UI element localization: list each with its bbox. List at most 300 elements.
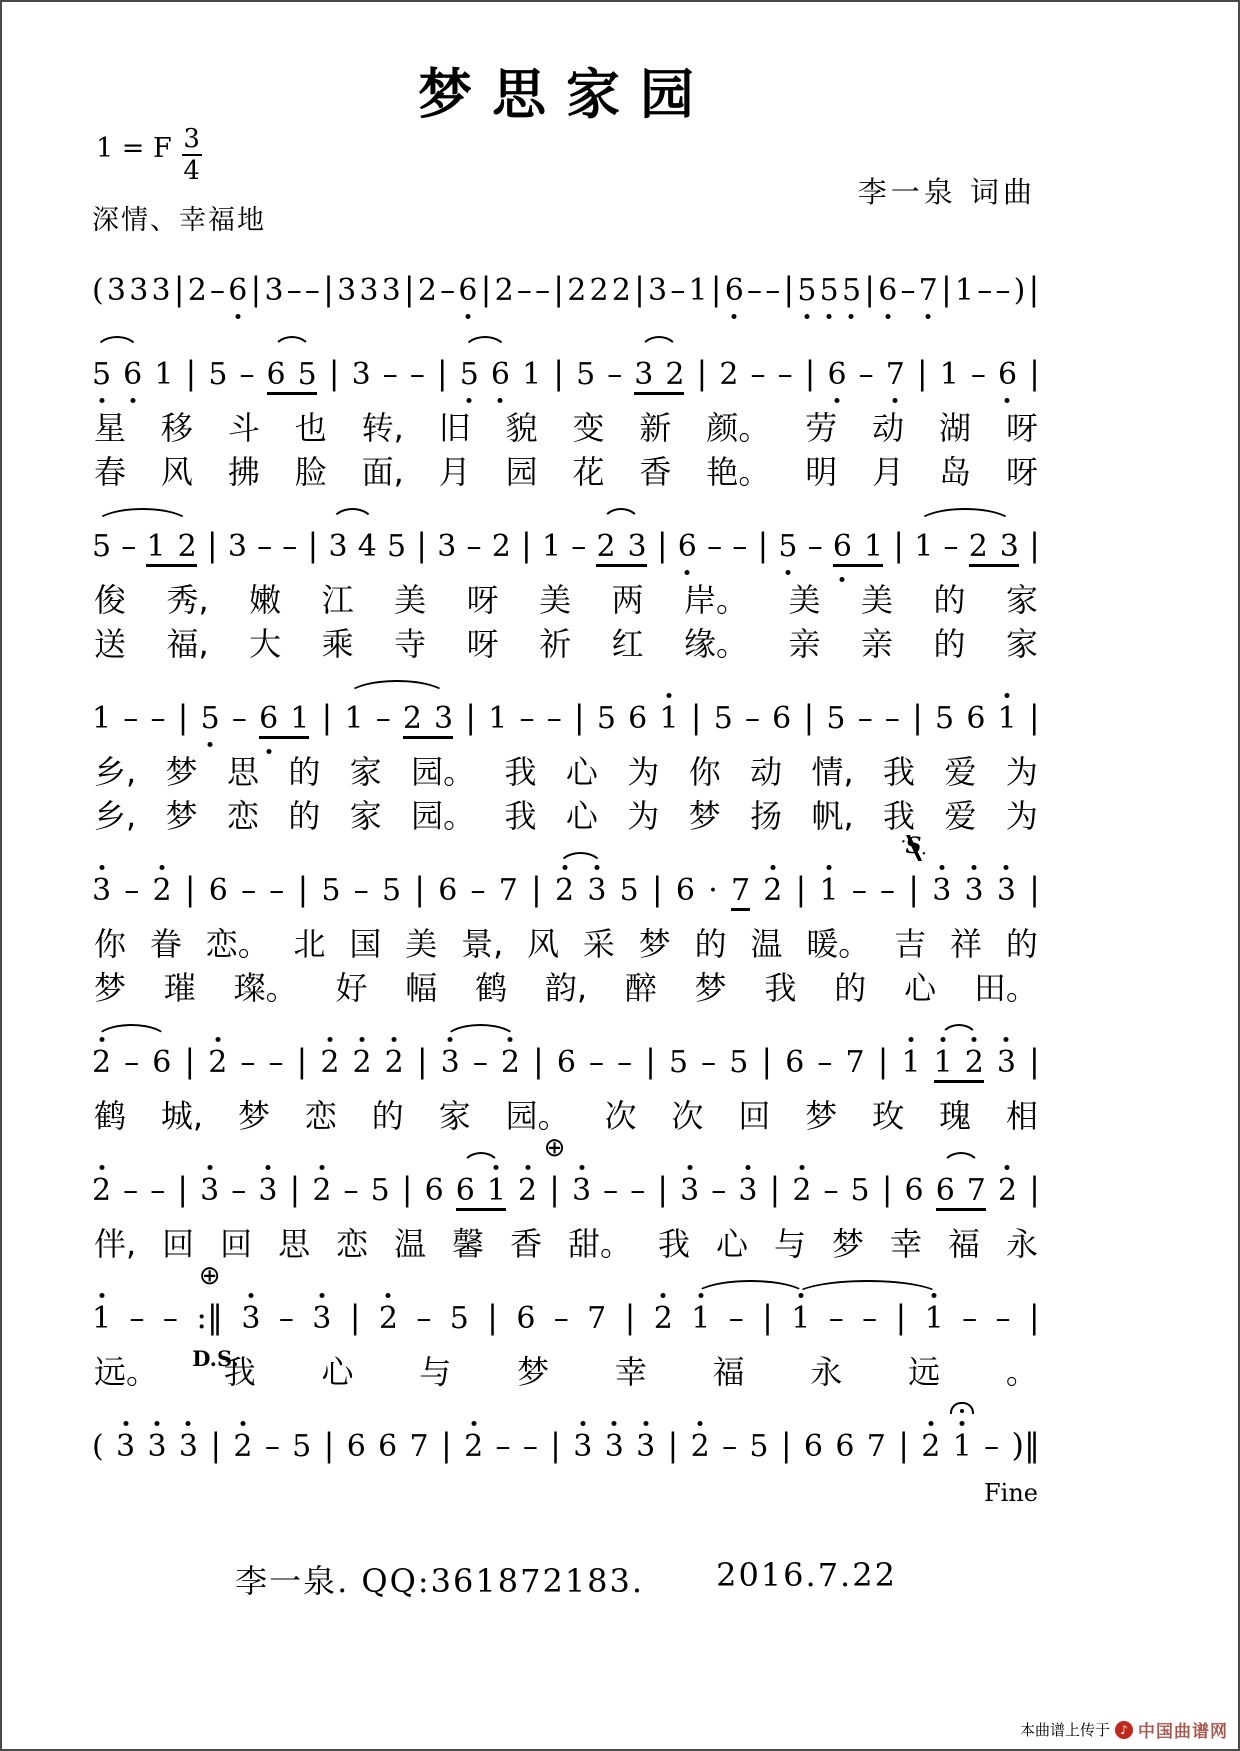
note-glyph: 2 [611, 273, 631, 308]
note [803, 1429, 824, 1464]
time-numerator: 3 [183, 124, 200, 154]
note-glyph: 3 [680, 1173, 700, 1208]
note [470, 873, 486, 908]
footer-date: 2016.7.22 [716, 1556, 897, 1594]
note [690, 1429, 710, 1464]
note [567, 273, 587, 308]
note-glyph: – [123, 1173, 139, 1208]
barline [645, 1042, 656, 1080]
lyric-syllable: 我 [883, 753, 916, 791]
note-glyph: | [634, 270, 645, 308]
note [438, 873, 458, 908]
note [970, 357, 986, 392]
note [995, 273, 1011, 308]
lyric-syllable: 心 [904, 969, 937, 1007]
barline [1028, 1298, 1040, 1336]
barline [881, 1170, 893, 1208]
note [628, 701, 648, 736]
note [850, 1173, 870, 1208]
note-glyph: 3 [932, 873, 952, 908]
note-glyph: | [296, 1042, 308, 1080]
note [241, 1301, 261, 1336]
note [669, 1045, 689, 1080]
note-glyph: 6 [904, 1173, 924, 1208]
note-glyph: 1 [952, 1429, 972, 1464]
note-glyph: | [553, 270, 565, 308]
lyric-syllable: 呀 [466, 625, 499, 663]
note-glyph: | [521, 526, 532, 564]
lyric-syllable: 璨。 [233, 969, 298, 1007]
note [208, 1045, 228, 1080]
note-glyph: – [162, 1301, 178, 1336]
note [617, 1045, 633, 1080]
note [541, 529, 562, 564]
lyric-syllable: 梦 [831, 1225, 864, 1263]
score-line [90, 1133, 1042, 1266]
slur-arc [330, 508, 375, 525]
note-glyph: 6 [785, 1045, 805, 1080]
note [233, 1429, 253, 1464]
lyric-syllable: 田。 [973, 969, 1038, 1007]
slur-arc [94, 336, 140, 353]
note-glyph: – [129, 1301, 145, 1336]
slur-arc [461, 1152, 501, 1169]
note [954, 273, 974, 308]
note-glyph: 6 [438, 873, 458, 908]
note [417, 273, 437, 308]
slur-arc [693, 1280, 808, 1297]
lyric-syllable: 甜。 [568, 1225, 633, 1263]
note-glyph: | [289, 1170, 301, 1208]
note [241, 873, 257, 908]
note-glyph: 3 [337, 273, 357, 308]
barline [250, 270, 262, 308]
note [571, 1173, 592, 1208]
note [92, 529, 112, 564]
note [943, 529, 959, 564]
note-glyph: 6 [228, 273, 248, 308]
note-glyph: – [701, 1045, 717, 1080]
note [719, 357, 739, 392]
fermata-icon [950, 1402, 974, 1414]
repeat-sign [192, 1261, 239, 1371]
note-glyph: – [124, 873, 140, 908]
note [603, 1173, 619, 1208]
lyric-syllable: 动 [750, 753, 783, 791]
score-line [90, 250, 1042, 322]
lyric-syllable: 我 [883, 797, 916, 835]
lyric-syllable: 园 [505, 453, 538, 491]
note-glyph: | [651, 870, 663, 908]
note [378, 1301, 398, 1336]
note [92, 1301, 112, 1336]
barline [184, 870, 196, 908]
time-denominator: 4 [183, 156, 200, 186]
notes-row [90, 1133, 1042, 1222]
note [292, 1429, 312, 1464]
note-glyph: 5 [713, 701, 733, 736]
note-glyph: | [656, 526, 668, 564]
barline [210, 1426, 222, 1464]
lyric-syllable: 恋 [304, 1097, 337, 1135]
note [730, 873, 751, 911]
note-glyph: | [403, 270, 415, 308]
note-glyph: 7 [730, 873, 751, 908]
note [278, 1301, 294, 1336]
barline [553, 270, 565, 308]
lyric-syllable: 家 [1005, 581, 1038, 619]
note [851, 873, 867, 908]
note-glyph: 5 [729, 1045, 749, 1080]
note [611, 273, 631, 308]
barline [804, 354, 816, 392]
note [200, 701, 220, 736]
note-glyph: – [240, 1045, 256, 1080]
note-glyph: – [858, 357, 874, 392]
lyrics-row [90, 1222, 1042, 1266]
lyric-syllable: 的 [288, 753, 321, 791]
note [387, 529, 407, 564]
fine-label: Fine [984, 1479, 1038, 1507]
note [996, 873, 1016, 908]
note [370, 1173, 390, 1208]
note-glyph: 2 [792, 1173, 812, 1208]
note-glyph: | [667, 1426, 679, 1464]
lyric-syllable: 家 [349, 753, 382, 791]
note-glyph: 5 [200, 701, 220, 736]
note [817, 1045, 833, 1080]
note-glyph: 2 [997, 1173, 1018, 1208]
note [688, 273, 708, 308]
note [264, 1429, 280, 1464]
note-glyph: 1 [290, 701, 310, 736]
note [675, 873, 695, 908]
note-glyph: 5 [669, 1045, 689, 1080]
note [240, 1045, 256, 1080]
lyric-syllable: 星 [94, 409, 127, 447]
note [151, 273, 171, 308]
note [458, 273, 478, 308]
note-glyph: – [124, 1045, 140, 1080]
note-glyph: 6 [827, 357, 847, 392]
note [382, 357, 398, 392]
lyrics-row [90, 750, 1042, 794]
note-glyph: – [995, 273, 1011, 308]
note-glyph: | [184, 870, 196, 908]
note [495, 1429, 511, 1464]
note-glyph: – [123, 701, 139, 736]
note [984, 1429, 1000, 1464]
lyric-syllable: 移 [160, 409, 193, 447]
note [437, 529, 457, 564]
lyric-syllable: 情, [811, 753, 854, 791]
note-glyph: – [231, 1173, 247, 1208]
note-glyph: 5 [387, 529, 407, 564]
score-line [90, 1022, 1042, 1138]
note-glyph: | [657, 1170, 669, 1208]
lyric-syllable: 家 [438, 1097, 471, 1135]
note [381, 873, 402, 908]
watermark-prefix: 本曲谱上传于 [1019, 1721, 1110, 1739]
lyric-syllable: 送 [94, 625, 127, 663]
note [711, 1173, 727, 1208]
lyric-syllable: 月 [438, 453, 471, 491]
lyric-syllable: 城, [160, 1097, 204, 1135]
score-line [90, 833, 1042, 1010]
watermark-brand[interactable]: 中国曲谱网 [1138, 1722, 1228, 1742]
note-glyph: | [710, 270, 722, 308]
note-glyph: 5 [749, 1429, 769, 1464]
note [862, 1301, 878, 1336]
note-glyph: 3 [351, 357, 371, 392]
note-glyph: | [440, 1426, 452, 1464]
note [282, 529, 298, 564]
note [491, 529, 511, 564]
lyric-syllable: 斗 [227, 409, 260, 447]
note [823, 1173, 839, 1208]
barline [898, 1426, 909, 1464]
note-glyph: 1 [924, 1301, 944, 1336]
score-header [90, 2, 1042, 250]
note-glyph: | [1029, 354, 1040, 392]
slur-arc [793, 1280, 942, 1297]
barline [349, 1298, 361, 1336]
note [92, 701, 112, 736]
lyric-syllable: 鹤 [475, 969, 508, 1007]
note [416, 1301, 432, 1336]
note-glyph: 5 [935, 701, 955, 736]
note [150, 1173, 166, 1208]
note [535, 273, 551, 308]
note-glyph: – [343, 1173, 359, 1208]
barline [1028, 698, 1040, 736]
lyric-syllable: 福 [947, 1225, 980, 1263]
note-glyph: 5 [819, 273, 839, 308]
note [935, 701, 955, 736]
note [921, 1429, 941, 1464]
footer-line [90, 1556, 1042, 1602]
lyric-syllable: 梦 [94, 969, 127, 1007]
barline [877, 1042, 889, 1080]
note-glyph: 7 [845, 1045, 865, 1080]
lyric-syllable: 梦 [688, 797, 721, 835]
lyric-syllable: 梦 [165, 753, 198, 791]
note-glyph: – [416, 1301, 432, 1336]
note-glyph: | [401, 1170, 413, 1208]
note-glyph: – [241, 873, 257, 908]
note [962, 1301, 978, 1336]
note-glyph: | [1028, 698, 1040, 736]
score-line [90, 678, 1042, 838]
lyric-syllable: 秀, [166, 581, 209, 619]
note-glyph: – [607, 357, 623, 392]
note [264, 273, 284, 308]
note-glyph: 2 [402, 701, 422, 736]
lyric-syllable: 嫩 [249, 581, 282, 619]
barline [1029, 526, 1040, 564]
note [653, 1301, 673, 1336]
note-glyph: | [881, 1170, 893, 1208]
beam-group [259, 701, 310, 739]
slur-arc [443, 1024, 518, 1041]
note [150, 701, 166, 736]
lyrics-row [90, 1094, 1042, 1138]
note-glyph: 5 [797, 273, 817, 308]
lyric-syllable: 园。 [411, 797, 476, 835]
note-glyph: 3 [964, 873, 984, 908]
note-glyph: 5 [826, 701, 846, 736]
beam-group [596, 529, 647, 567]
note-glyph: – [268, 1045, 284, 1080]
note-glyph: – [943, 529, 959, 564]
note-glyph: | [645, 1042, 656, 1080]
beam-group [146, 529, 197, 567]
note [516, 1301, 536, 1336]
note-glyph: 2 [312, 1173, 332, 1208]
note-glyph: – [900, 273, 916, 308]
barline [436, 354, 448, 392]
lyrics-row [90, 578, 1042, 622]
note [424, 1173, 444, 1208]
note [571, 529, 587, 564]
note-glyph: – [239, 357, 255, 392]
barline [651, 870, 663, 908]
note [409, 1429, 429, 1464]
note [516, 273, 532, 308]
lyric-syllable: 两 [611, 581, 644, 619]
note-glyph: – [269, 873, 285, 908]
note-glyph: 6 [346, 1429, 366, 1464]
note [498, 873, 518, 908]
note [346, 1429, 366, 1464]
note-glyph: 1 [939, 357, 959, 392]
slur-arc [941, 1152, 981, 1169]
note-glyph: 5 [619, 873, 639, 908]
note [124, 1045, 140, 1080]
lyric-syllable: 温 [394, 1225, 427, 1263]
note [123, 1173, 139, 1208]
lyric-syllable: 花 [572, 453, 605, 491]
barline [940, 270, 952, 308]
note [636, 1429, 656, 1464]
lyric-syllable: 呀 [1005, 409, 1038, 447]
note-glyph: 2 [320, 1045, 340, 1080]
note-glyph: – [278, 1301, 294, 1336]
slur-arc [601, 508, 641, 525]
note [589, 1045, 605, 1080]
notes-row [90, 506, 1042, 578]
barline [521, 526, 532, 564]
note [152, 1045, 172, 1080]
note-glyph: 1 [791, 1301, 811, 1336]
note-glyph: – [750, 357, 766, 392]
lyric-syllable: 鹤 [94, 1097, 127, 1135]
note-glyph: 5 [292, 1429, 312, 1464]
lyric-syllable: 春 [94, 453, 127, 491]
note-glyph: 1 [914, 529, 934, 564]
note [92, 1045, 112, 1080]
note [747, 273, 763, 308]
note-glyph: 6 [675, 873, 695, 908]
note-glyph: – [744, 701, 760, 736]
parenthesis [92, 1429, 104, 1464]
note-glyph: | [487, 1298, 498, 1336]
note [924, 1301, 944, 1336]
slur-arc [462, 336, 508, 353]
note-glyph: | [916, 354, 928, 392]
note-glyph: 3 [738, 1173, 758, 1208]
note-glyph: 3 [648, 273, 668, 308]
lyrics-row [90, 450, 1042, 494]
note-glyph: – [617, 1045, 633, 1080]
note [92, 357, 112, 392]
note-glyph: 1 [933, 1045, 953, 1080]
note [691, 1301, 711, 1336]
note-glyph: 2 [464, 1429, 484, 1464]
note [208, 873, 228, 908]
note-glyph: – [470, 873, 486, 908]
lyric-syllable: 福 [712, 1353, 745, 1391]
site-watermark[interactable] [1020, 1717, 1228, 1742]
note [231, 701, 247, 736]
note-glyph: 4 [357, 529, 377, 564]
lyric-syllable: 景, [461, 925, 504, 963]
lyric-syllable: 为 [1005, 797, 1038, 835]
note-glyph: – [150, 1173, 166, 1208]
lyric-syllable: 的 [694, 925, 727, 963]
lyric-syllable: 次 [671, 1097, 704, 1135]
note-glyph: 3 [178, 1429, 198, 1464]
note-glyph: 1 [92, 701, 112, 736]
lyric-syllable: 相 [1005, 1097, 1038, 1135]
note-glyph: 3 [147, 1429, 167, 1464]
lyric-syllable: 亲 [861, 625, 894, 663]
barline [1029, 354, 1040, 392]
note [858, 357, 874, 392]
note-glyph: | [1029, 1042, 1040, 1080]
note-glyph: 2 [500, 1045, 520, 1080]
note-glyph: 2 [589, 273, 609, 308]
note [500, 1045, 520, 1080]
note [750, 357, 766, 392]
note-glyph: 3 [627, 529, 647, 564]
note [228, 273, 248, 308]
note-glyph: 2 [567, 273, 587, 308]
barline [297, 870, 309, 908]
note-glyph: 7 [409, 1429, 429, 1464]
note [648, 273, 668, 308]
lyric-syllable: 变 [572, 409, 605, 447]
lyric-syllable: 梦 [638, 925, 671, 963]
note [630, 1173, 646, 1208]
lyric-syllable: 家 [1005, 625, 1038, 663]
note-glyph: | [804, 354, 816, 392]
note-glyph: 7 [966, 1173, 986, 1208]
note-glyph: | [696, 354, 708, 392]
note-glyph: – [851, 873, 867, 908]
lyric-syllable: 美 [861, 581, 894, 619]
lyric-syllable: 梦 [165, 797, 198, 835]
note-glyph: – [711, 1173, 727, 1208]
note-glyph: ( [92, 1429, 104, 1464]
lyric-syllable: 转, [361, 409, 404, 447]
lyric-syllable: 岛 [939, 453, 972, 491]
barline [769, 1170, 781, 1208]
note-glyph: – [817, 1045, 833, 1080]
lyric-syllable: 吉 [894, 925, 927, 963]
note-glyph: – [304, 273, 320, 308]
lyric-syllable: 园。 [505, 1097, 570, 1135]
